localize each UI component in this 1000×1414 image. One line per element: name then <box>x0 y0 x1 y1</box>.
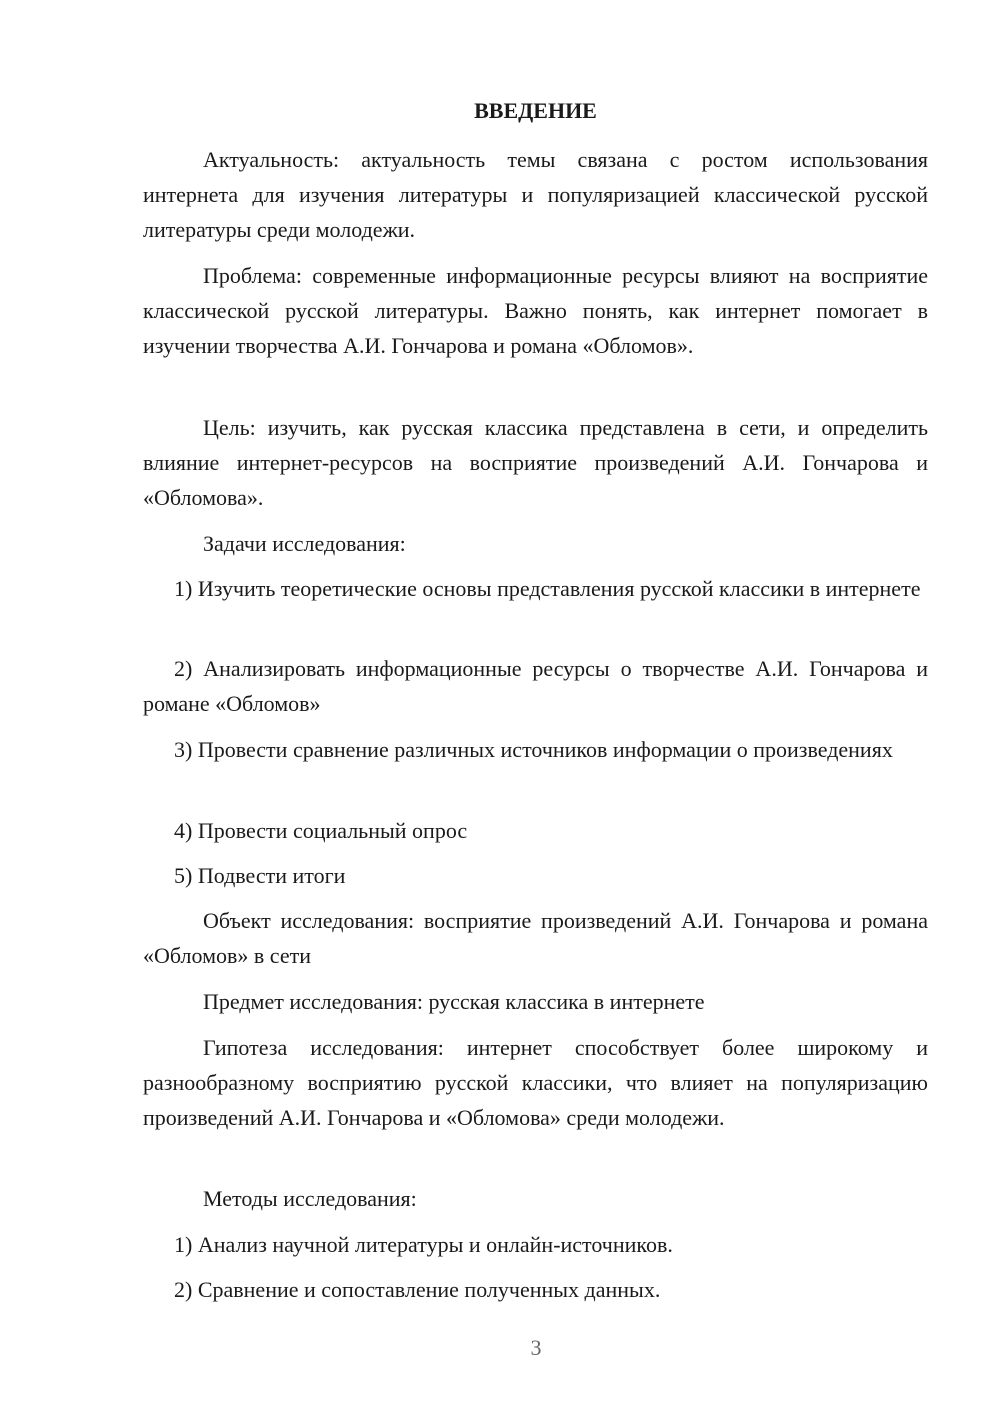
methods-heading: Методы исследования: <box>203 1186 417 1211</box>
task-item-4: 4) Провести социальный опрос <box>174 818 468 843</box>
task-item-5: 5) Подвести итоги <box>174 863 346 888</box>
method-item-1: 1) Анализ научной литературы и онлайн-источников. <box>174 1232 673 1257</box>
task-item-3: 3) Провести сравнение различных источников информации о произведениях <box>174 737 893 762</box>
section-heading: ВВЕДЕНИЕ <box>474 98 597 123</box>
paragraph-goal: Цель: изучить, как русская классика представлена в сети, и определить влияние интернет-ресурсов на восприятие произведений А.И. Гончарова и «Обломова». <box>143 415 928 510</box>
method-item-2: 2) Сравнение и сопоставление полученных данных. <box>174 1277 661 1302</box>
task-item-2: 2) Анализировать информационные ресурсы о творчестве А.И. Гончарова и романе «Обломов» <box>143 656 928 716</box>
paragraph-hypothesis: Гипотеза исследования: интернет способствует более широкому и разнообразному восприятию русской классики, что влияет на популяризацию произведений А.И. Гончарова и «Обломова» среди молодежи. <box>143 1035 928 1130</box>
paragraph-problem: Проблема: современные информационные ресурсы влияют на восприятие классической русской литературы. Важно понять, как интернет помогает в изучении творчества А.И. Гончарова и романа «Обломов». <box>143 263 928 358</box>
paragraph-relevance: Актуальность: актуальность темы связана с ростом использования интернета для изучения литературы и популяризацией классической русской литературы среди молодежи. <box>143 147 928 242</box>
page-number: 3 <box>530 1335 542 1360</box>
paragraph-subject: Предмет исследования: русская классика в интернете <box>203 989 705 1014</box>
paragraph-object: Объект исследования: восприятие произведений А.И. Гончарова и романа «Обломов» в сети <box>143 908 928 968</box>
tasks-heading: Задачи исследования: <box>203 531 406 556</box>
task-item-1: 1) Изучить теоретические основы представления русской классики в интернете <box>174 576 921 601</box>
